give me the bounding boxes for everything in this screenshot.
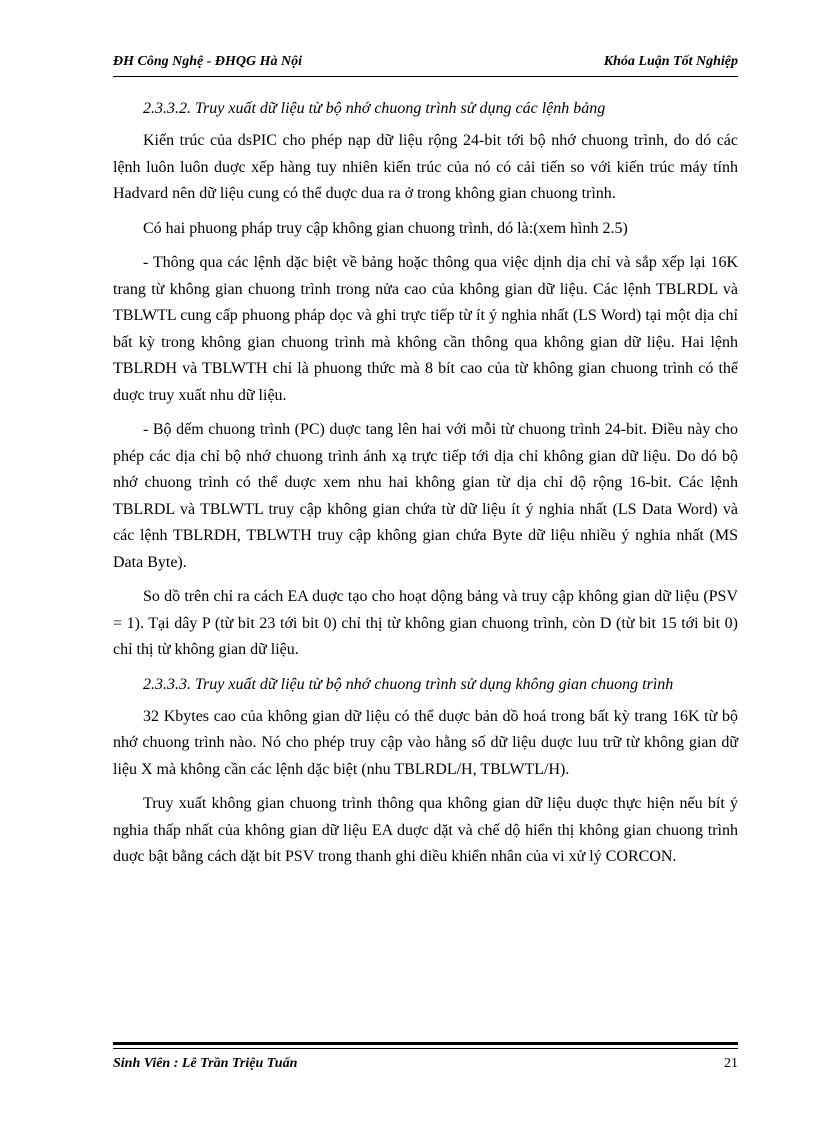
header-rule bbox=[113, 76, 738, 77]
page-footer bbox=[113, 1052, 738, 1076]
header-thesis-title: Khóa Luận Tốt Nghiệp bbox=[603, 54, 738, 69]
header-university: ĐH Công Nghệ - ĐHQG Hà Nội bbox=[113, 54, 303, 69]
page-body bbox=[113, 92, 738, 879]
page-number: 21 bbox=[724, 1056, 738, 1071]
footer-rule-thin bbox=[113, 1048, 738, 1049]
paragraph: - Bộ dếm chuong trình (PC) duợc tang lên hai với mỗi từ chuong trình 24-bit. Điều này cho phép các dịa chỉ bộ nhớ chuong trình ánh xạ trực tiếp tới dịa chỉ không gian dữ liệu. Do dó bộ nhớ chuong trình có thể duợc xem nhu hai không gian từ dịa chỉ dộ rộng 16-bit. Các lệnh TBLRDL và TBLWTL truy cập không gian chứa từ dữ liệu ít ý nghia nhất (LS Data Word) và các lệnh TBLRDH, TBLWTH truy cập không gian chứa Byte dữ liệu nhiều ý nghia nhất (MS Data Byte). bbox=[113, 421, 738, 571]
paragraph: - Thông qua các lệnh dặc biệt về bảng hoặc thông qua việc dịnh dịa chỉ và sắp xếp lại 16K trang từ không gian chuong trình trong nửa cao của không gian dữ liệu. Các lệnh TBLRDL và TBLWTL cung cấp phuong pháp dọc và ghi trực tiếp từ ít ý nghia nhất (LS Word) tại một dịa chỉ bất kỳ trong không gian chuong trình mà không cần thông qua không gian dữ liệu. Hai lệnh TBLRDH và TBLWTH chỉ là phuong thức mà 8 bít cao của từ không gian chuong trình có thể duợc truy xuất nhu dữ liệu. bbox=[113, 254, 738, 404]
paragraph: 32 Kbytes cao của không gian dữ liệu có thể duợc bản dồ hoá trong bất kỳ trang 16K từ bộ nhớ chuong trình nào. Nó cho phép truy cập vào hằng số dữ liệu duợc luu trữ từ không gian dữ liệu X mà không cần các lệnh dặc biệt (nhu TBLRDL/H, TBLWTL/H). bbox=[113, 707, 738, 778]
section-heading-2-3-3-2: 2.3.3.2. Truy xuất dữ liệu từ bộ nhớ chuong trình sử dụng các lệnh bảng bbox=[143, 100, 606, 117]
footer-rule-thick bbox=[113, 1042, 738, 1045]
footer-student-name: Sinh Viên : Lê Trần Triệu Tuấn bbox=[113, 1056, 298, 1071]
paragraph: Kiến trúc của dsPIC cho phép nạp dữ liệu rộng 24-bit tới bộ nhớ chuong trình, do dó các lệnh luôn luôn duợc xếp hàng tuy nhiên kiến trúc của nó có cải tiến so với kiến trúc máy tính Hadvard nên dữ liệu cung có thể duợc dua ra ở trong không gian chuong trình. bbox=[113, 132, 738, 202]
paragraph: Có hai phuong pháp truy cập không gian chuong trình, dó là:(xem hình 2.5) bbox=[143, 219, 628, 237]
page-header bbox=[113, 50, 738, 76]
paragraph: So dồ trên chỉ ra cách EA duợc tạo cho hoạt dộng bảng và truy cập không gian dữ liệu (PSV = 1). Tại dây P (từ bit 23 tới bit 0) chỉ thị từ không gian chuong trình, còn D (từ bit 15 tới bit 0) chỉ thị từ không gian dữ liệu. bbox=[113, 588, 738, 658]
section-heading-2-3-3-3: 2.3.3.3. Truy xuất dữ liệu từ bộ nhớ chuong trình sử dụng không gian chuong trình bbox=[143, 675, 674, 693]
paragraph: Truy xuất không gian chuong trình thông qua không gian dữ liệu duợc thực hiện nếu bít ý nghia thấp nhất của không gian dữ liệu EA duợc dặt và chế dộ hiển thị không gian chuong trình duợc bật bằng cách dặt bit PSV trong thanh ghi diều khiển nhân của vi xử lý CORCON. bbox=[113, 795, 738, 865]
